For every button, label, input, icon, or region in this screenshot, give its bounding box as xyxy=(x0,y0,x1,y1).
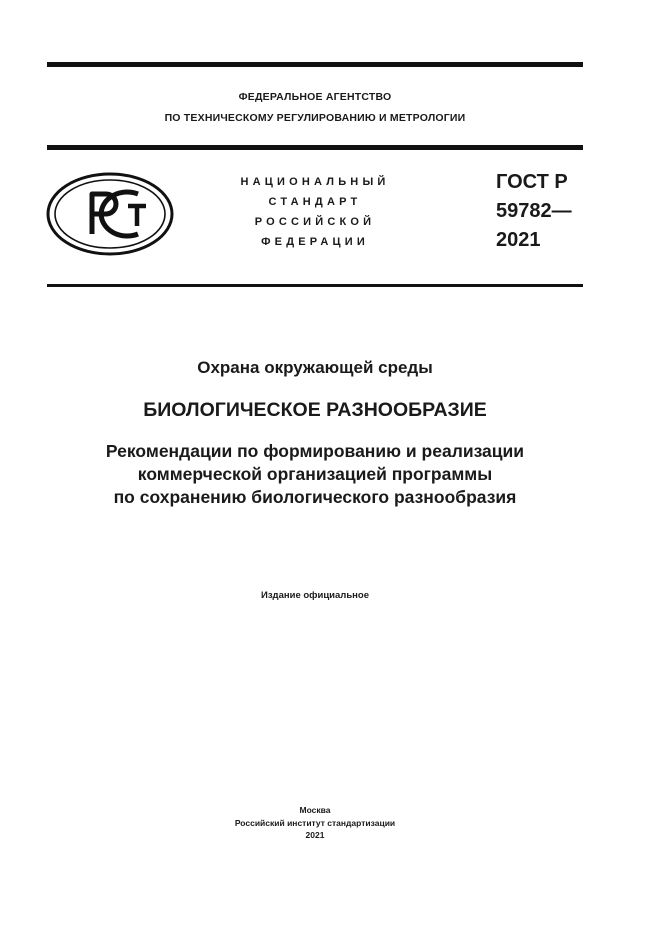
subtitle-line1: Рекомендации по формированию и реализации xyxy=(105,441,525,461)
rst-gost-emblem-icon xyxy=(46,172,174,256)
imprint-publisher: Российский институт стандартизации xyxy=(234,817,396,828)
edition-note: Издание официальное xyxy=(261,590,369,601)
subtitle-line3: по сохранению биологического разнообразия xyxy=(113,487,517,507)
standard-designation xyxy=(496,168,572,255)
bottom-divider xyxy=(47,284,583,287)
imprint-year: 2021 xyxy=(305,830,325,840)
document-group-title: Охрана окружающей среды xyxy=(197,358,433,377)
standard-type-line4: ФЕДЕРАЦИИ xyxy=(261,236,369,248)
designation-line3: 2021 xyxy=(496,229,541,251)
document-subtitle xyxy=(47,440,583,509)
imprint xyxy=(47,804,583,842)
standard-type-line3: РОССИЙСКОЙ xyxy=(254,216,376,228)
standard-type-line1: НАЦИОНАЛЬНЫЙ xyxy=(240,176,390,188)
agency-name-line2: ПО ТЕХНИЧЕСКОМУ РЕГУЛИРОВАНИЮ И МЕТРОЛОГИИ xyxy=(164,112,466,124)
designation-line1: ГОСТ Р xyxy=(496,171,568,193)
top-divider xyxy=(47,62,583,67)
middle-divider xyxy=(47,145,583,150)
imprint-city: Москва xyxy=(299,805,331,815)
standard-type-block xyxy=(222,172,408,252)
standard-type-line2: СТАНДАРТ xyxy=(268,196,362,208)
document-main-title: БИОЛОГИЧЕСКОЕ РАЗНООБРАЗИЕ xyxy=(143,399,487,421)
subtitle-line2: коммерческой организацией программы xyxy=(137,464,493,484)
agency-name-line1: ФЕДЕРАЛЬНОЕ АГЕНТСТВО xyxy=(238,91,392,103)
designation-line2: 59782— xyxy=(496,200,572,222)
